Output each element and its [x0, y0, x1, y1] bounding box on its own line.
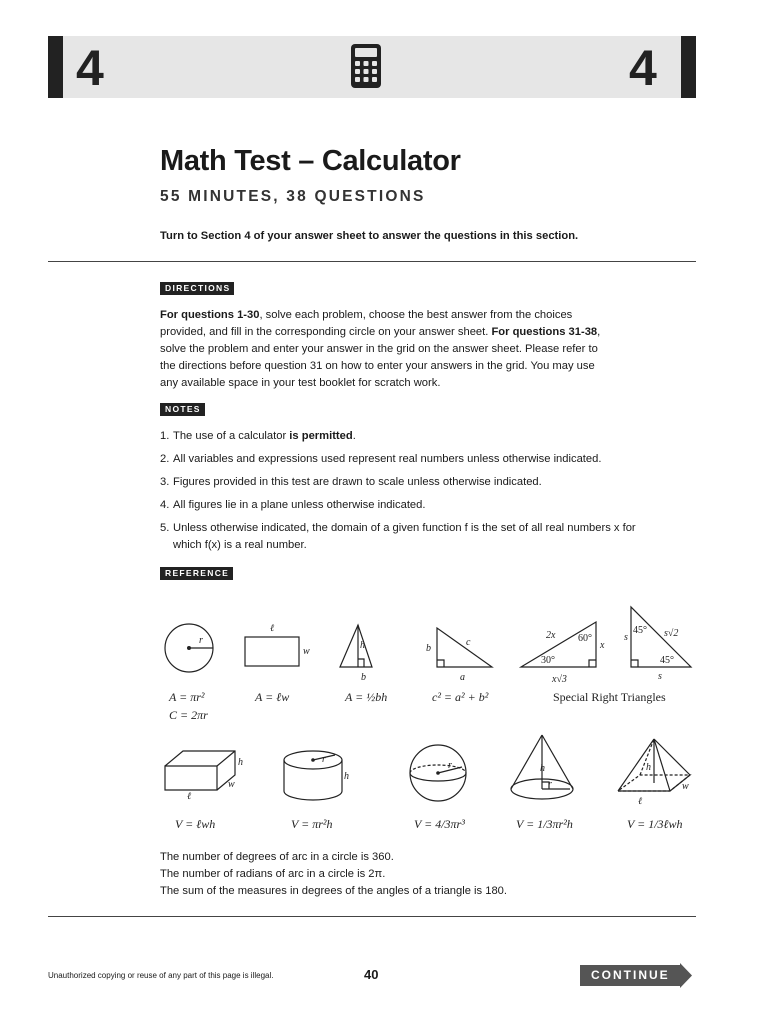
formula-pythagorean: c² = a² + b² — [432, 690, 489, 704]
page-title: Math Test – Calculator — [160, 145, 461, 177]
continue-button[interactable] — [580, 963, 692, 988]
svg-text:r: r — [448, 760, 452, 771]
page-subtitle: 55 MINUTES, 38 QUESTIONS — [160, 188, 426, 205]
reference-label: REFERENCE — [160, 567, 233, 580]
svg-text:30°: 30° — [541, 655, 555, 666]
formula-pyramid-volume: V = 1/3ℓwh — [627, 817, 683, 831]
svg-text:45°: 45° — [660, 655, 674, 666]
svg-text:2x: 2x — [546, 630, 556, 641]
fact-radians: The number of radians of arc in a circle is 2π. — [160, 868, 386, 880]
svg-text:h: h — [344, 771, 349, 782]
note-item: 4. All figures lie in a plane unless otherwise indicated. — [160, 499, 426, 511]
svg-text:60°: 60° — [578, 633, 592, 644]
svg-text:h: h — [540, 763, 545, 774]
special-right-triangles-caption: Special Right Triangles — [553, 690, 666, 704]
directions-label: DIRECTIONS — [160, 282, 234, 295]
section-instruction: Turn to Section 4 of your answer sheet to answer the questions in this section. — [160, 230, 579, 242]
svg-text:r: r — [548, 779, 552, 790]
directions-line: For questions 1-30, solve each problem, choose the best answer from the choices — [160, 309, 573, 321]
svg-text:r: r — [199, 635, 203, 646]
svg-text:h: h — [360, 640, 365, 651]
svg-text:h: h — [238, 757, 243, 768]
divider-bottom — [48, 916, 696, 917]
svg-text:b: b — [361, 672, 366, 683]
directions-line: any available space in your test booklet for scratch work. — [160, 377, 441, 389]
svg-text:w: w — [303, 646, 310, 657]
svg-text:w: w — [682, 781, 689, 792]
continue-label: CONTINUE — [591, 968, 670, 982]
directions-line: provided, and fill in the corresponding circle on your answer sheet. For questions 31-38, — [160, 326, 601, 338]
formula-circumference: C = 2πr — [169, 708, 208, 722]
copyright-notice: Unauthorized copying or reuse of any part of this page is illegal. — [48, 971, 274, 980]
svg-text:s√2: s√2 — [664, 628, 679, 639]
note-item: 5. Unless otherwise indicated, the domain of a given function f is the set of all real numbers x for which f(x) is a real number. — [160, 522, 636, 551]
fact-degrees: The number of degrees of arc in a circle is 360. — [160, 851, 394, 863]
directions-line: solve the problem and enter your answer in the grid on the answer sheet. Please refer to — [160, 343, 598, 355]
section-number-left: 4 — [76, 40, 104, 96]
svg-text:b: b — [426, 643, 431, 654]
notes-label: NOTES — [160, 403, 205, 416]
formula-triangle-area: A = ½bh — [345, 690, 388, 704]
directions-line: the directions before question 31 on how to enter your answers in the grid. You may use — [160, 360, 595, 372]
svg-text:45°: 45° — [633, 625, 647, 636]
svg-text:a: a — [460, 672, 465, 683]
svg-text:ℓ: ℓ — [638, 796, 643, 807]
note-item: 1. The use of a calculator is permitted. — [160, 430, 356, 442]
formula-cylinder-volume: V = πr²h — [291, 817, 333, 831]
formula-circle-area: A = πr² — [169, 690, 205, 704]
formula-box-volume: V = ℓwh — [175, 817, 216, 831]
svg-text:x√3: x√3 — [552, 674, 567, 685]
section-number-right: 4 — [629, 40, 657, 96]
svg-text:r: r — [322, 754, 326, 765]
svg-text:ℓ: ℓ — [270, 623, 275, 634]
svg-text:s: s — [624, 632, 628, 643]
formula-rectangle-area: A = ℓw — [255, 690, 290, 704]
svg-text:x: x — [600, 640, 605, 651]
fact-triangle-sum: The sum of the measures in degrees of the angles of a triangle is 180. — [160, 885, 508, 897]
formula-cone-volume: V = 1/3πr²h — [516, 817, 573, 831]
note-item: 3. Figures provided in this test are drawn to scale unless otherwise indicated. — [160, 476, 542, 488]
svg-text:h: h — [646, 762, 651, 773]
formula-sphere-volume: V = 4/3πr³ — [414, 817, 465, 831]
svg-text:s: s — [658, 671, 662, 682]
page-number: 40 — [364, 967, 379, 982]
svg-text:ℓ: ℓ — [187, 791, 192, 802]
svg-text:w: w — [228, 779, 235, 790]
svg-text:c: c — [466, 637, 471, 648]
note-item: 2. All variables and expressions used represent real numbers unless otherwise indicated. — [160, 453, 602, 465]
